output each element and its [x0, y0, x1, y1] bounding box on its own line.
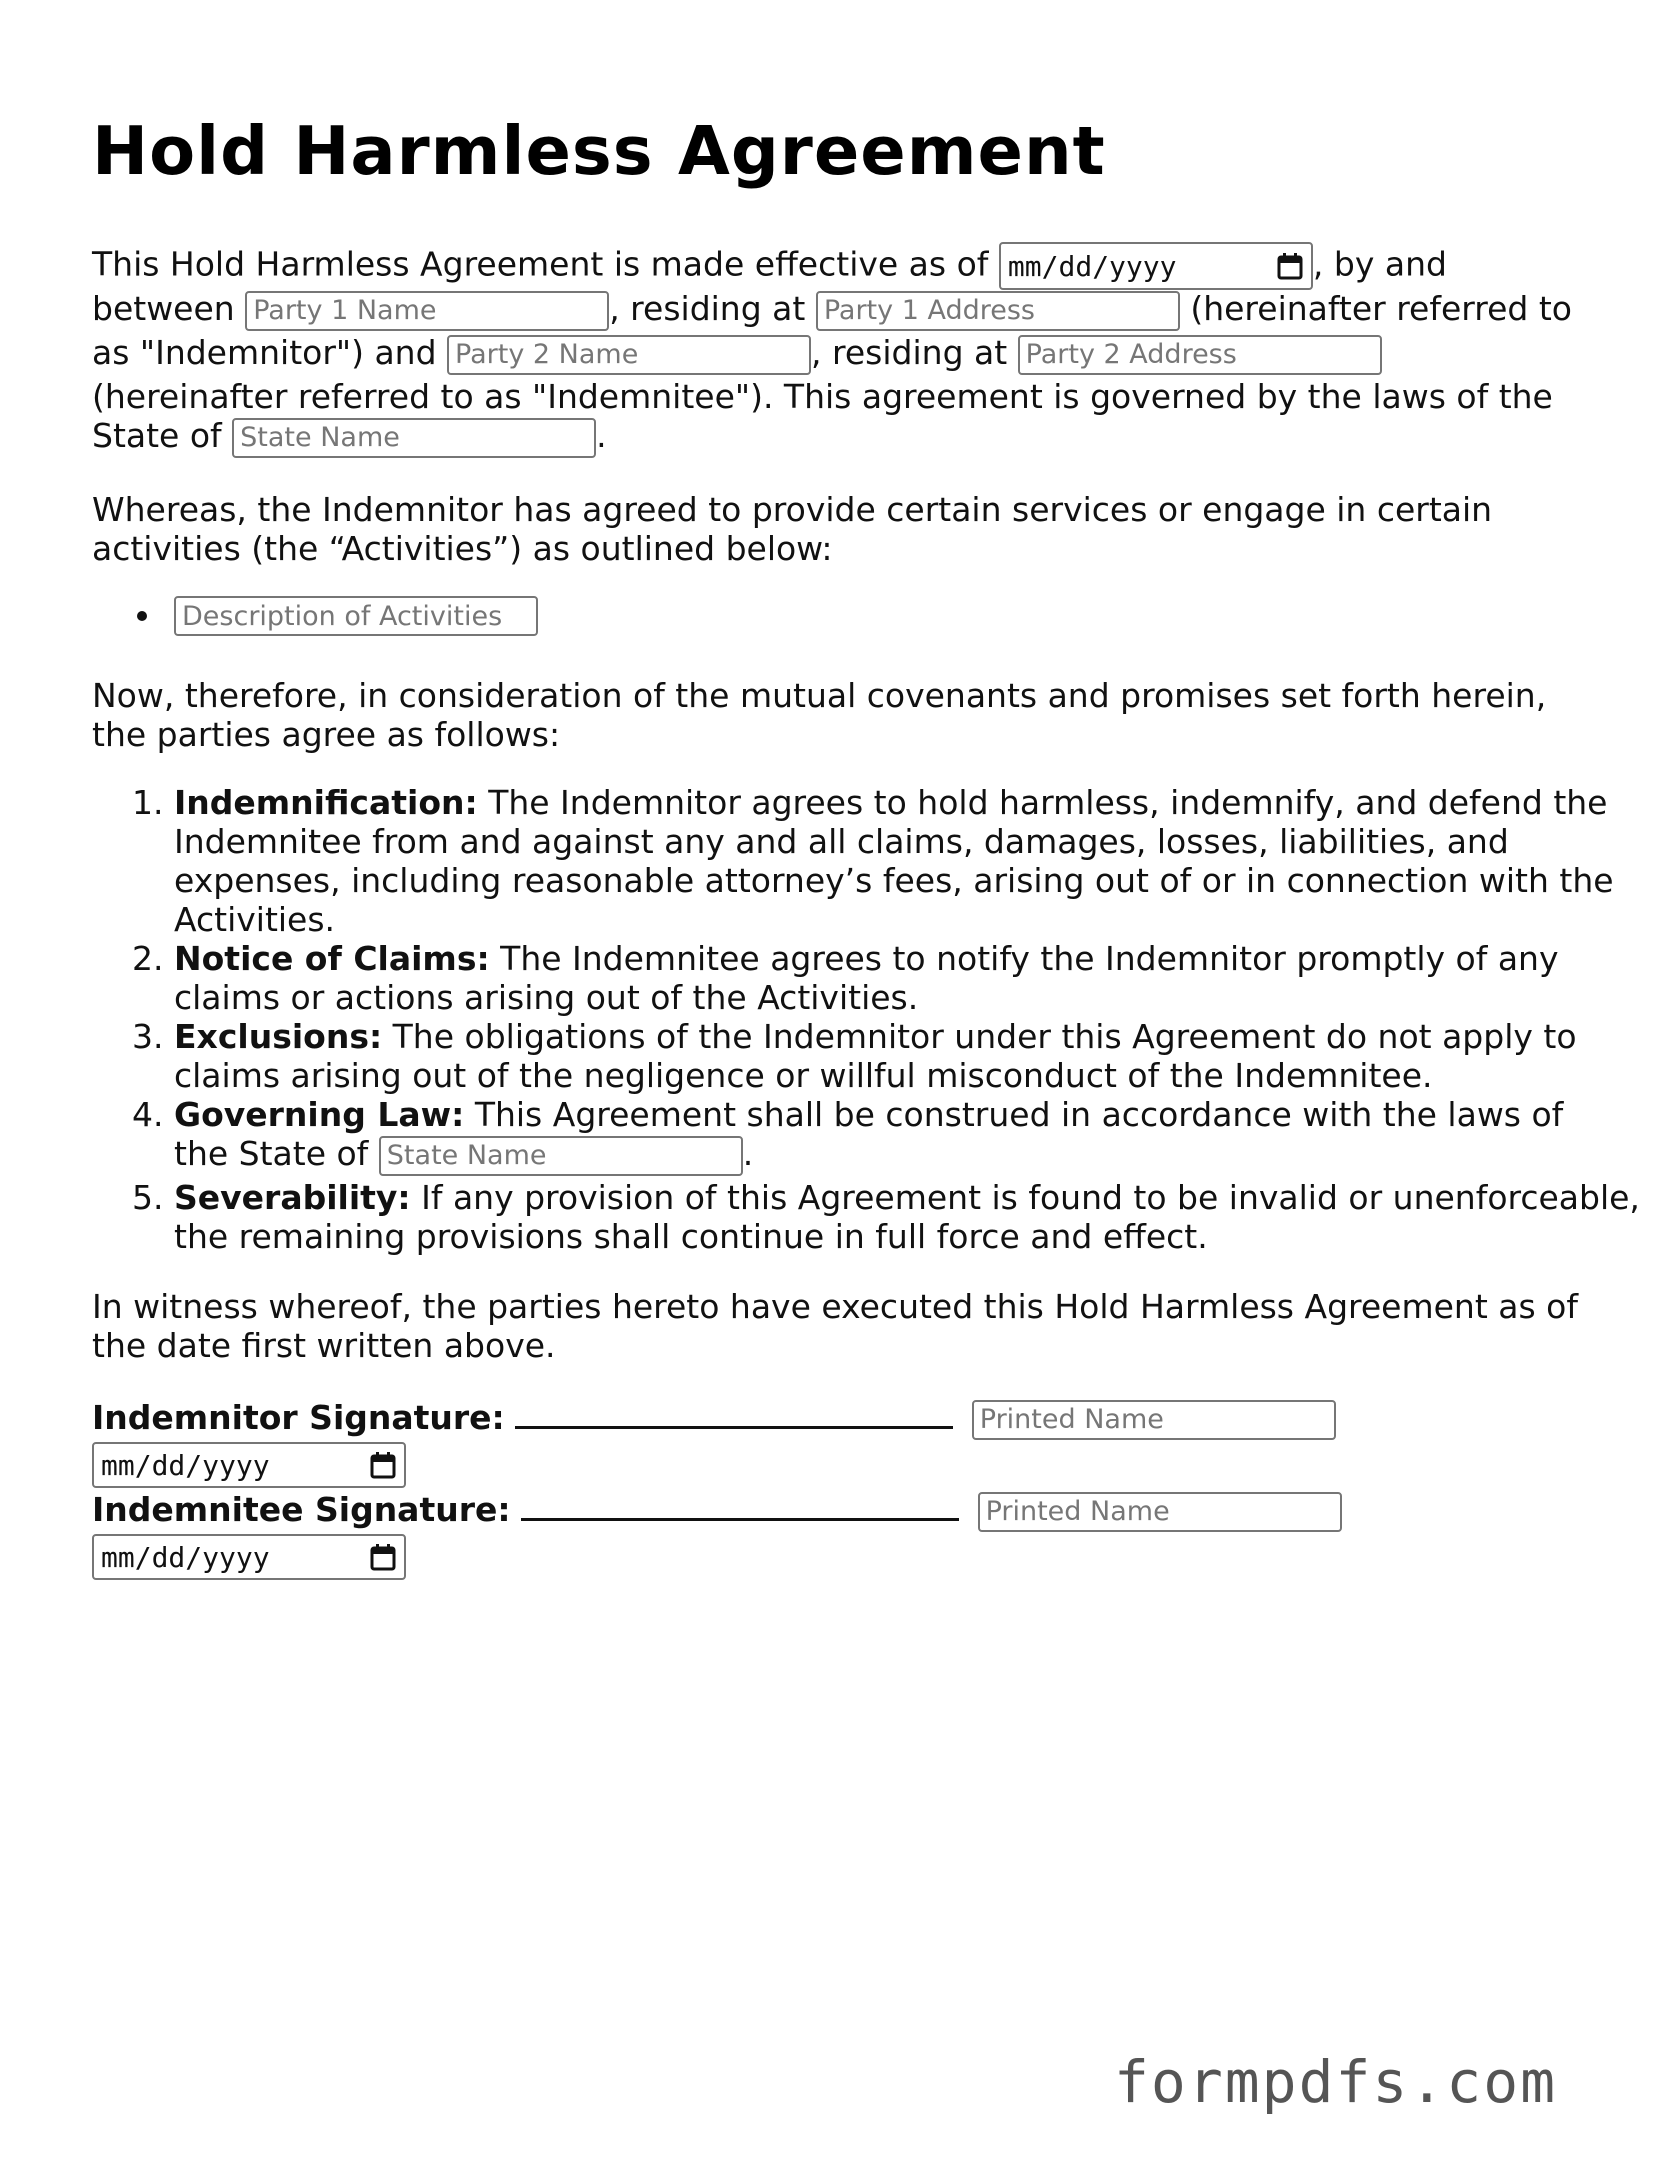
- party2-name-input[interactable]: [447, 335, 811, 375]
- activities-description-input[interactable]: [174, 596, 538, 636]
- intro-line-2: between Party 1 Name , residing at Party 1 Address (hereinafter referred to: [92, 289, 1572, 331]
- now-therefore-line-1: Now, therefore, in consideration of the mutual covenants and promises set forth herein,: [92, 676, 1547, 715]
- whereas-line-1: Whereas, the Indemnitor has agreed to provide certain services or engage in certain: [92, 490, 1493, 529]
- effective-date-input[interactable]: mm/dd/yyyy: [999, 242, 1313, 290]
- now-therefore-line-2: the parties agree as follows:: [92, 715, 561, 754]
- watermark: formpdfs.com: [1114, 2048, 1558, 2116]
- list-item: [92, 596, 538, 636]
- indemnitor-printed-name-input[interactable]: [972, 1400, 1336, 1440]
- term-item: 5. Severability: If any provision of this Agreement is found to be invalid or unenforceable, the remaining provisions shall continue in full force and effect.: [132, 1178, 1640, 1256]
- term-item: 1. Indemnification: The Indemnitor agrees to hold harmless, indemnify, and defend the Indemnitee from and against any and all claims, damages, losses, liabilities, and expenses, including reasonable attorney’s fees, arising out of or in connection with the Activities.: [132, 783, 1614, 939]
- indemnitor-date-row: [92, 1442, 406, 1488]
- indemnitee-printed-name-input[interactable]: [978, 1492, 1342, 1532]
- indemnitee-signature-line[interactable]: [521, 1488, 959, 1521]
- witness-line-1: In witness whereof, the parties hereto have executed this Hold Harmless Agreement as of: [92, 1287, 1578, 1326]
- terms-list: [92, 783, 1640, 1256]
- indemnitee-date-row: [92, 1534, 406, 1580]
- party1-name-input[interactable]: [245, 291, 609, 331]
- state-name-input[interactable]: [232, 418, 596, 458]
- intro-line-4: (hereinafter referred to as "Indemnitee"). This agreement is governed by the laws of the: [92, 377, 1553, 416]
- governing-state-input[interactable]: [379, 1136, 743, 1176]
- term-item: 3. Exclusions: The obligations of the Indemnitor under this Agreement do not apply to claims arising out of the negligence or willful misconduct of the Indemnitee.: [132, 1017, 1577, 1095]
- indemnitor-signature-row: Indemnitor Signature: Printed Name: [92, 1396, 1336, 1440]
- indemnitor-date-input[interactable]: mm/dd/yyyy: [92, 1442, 406, 1488]
- indemnitor-signature-line[interactable]: [515, 1396, 953, 1429]
- intro-line-1: This Hold Harmless Agreement is made effective as of mm/dd/yyyy , by and: [92, 242, 1447, 290]
- bullet-icon: [137, 611, 147, 621]
- party2-address-input[interactable]: [1018, 335, 1382, 375]
- calendar-icon[interactable]: [1277, 253, 1303, 280]
- activities-list: [92, 596, 538, 636]
- intro-line-3: as "Indemnitor") and Party 2 Name , residing at Party 2 Address: [92, 333, 1382, 375]
- party1-address-input[interactable]: [816, 291, 1180, 331]
- indemnitee-signature-row: Indemnitee Signature: Printed Name: [92, 1488, 1342, 1532]
- calendar-icon[interactable]: [370, 1452, 396, 1479]
- term-item: 2. Notice of Claims: The Indemnitee agrees to notify the Indemnitor promptly of any claims or actions arising out of the Activities.: [132, 939, 1559, 1017]
- whereas-line-2: activities (the “Activities”) as outlined below:: [92, 529, 833, 568]
- witness-line-2: the date first written above.: [92, 1326, 556, 1365]
- indemnitee-date-input[interactable]: mm/dd/yyyy: [92, 1534, 406, 1580]
- page-title: Hold Harmless Agreement: [92, 112, 1106, 190]
- calendar-icon[interactable]: [370, 1544, 396, 1571]
- term-item: 4. Governing Law: This Agreement shall be construed in accordance with the laws of the State of State Name .: [92, 1095, 1654, 1178]
- intro-line-5: State of State Name .: [92, 416, 607, 458]
